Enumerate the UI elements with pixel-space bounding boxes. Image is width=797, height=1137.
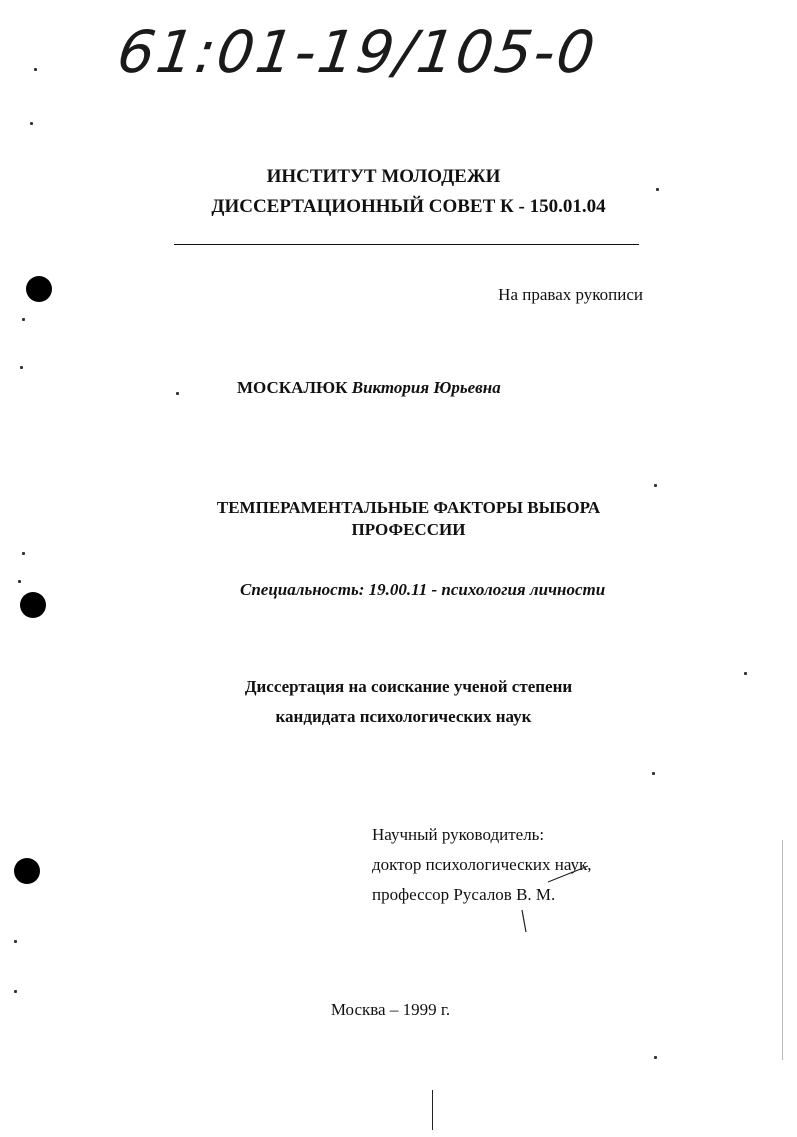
punch-hole-icon (14, 858, 40, 884)
supervisor-label: Научный руководитель: (372, 825, 545, 844)
title-line-2: ПРОФЕССИИ (351, 520, 466, 539)
scan-speck (176, 392, 179, 395)
scan-speck (14, 990, 17, 993)
dissertation-title (10, 497, 797, 541)
institute-header (0, 162, 797, 222)
scan-line (782, 840, 783, 1060)
supervisor-degree: доктор психологических наук, (372, 855, 592, 874)
header-divider (174, 244, 639, 245)
scan-speck (652, 772, 655, 775)
supervisor-name: профессор Русалов В. М. (372, 885, 556, 904)
rights-note: На правах рукописи (498, 285, 643, 304)
scan-speck (30, 122, 33, 125)
punch-hole-icon (20, 592, 46, 618)
title-line-1: ТЕМПЕРАМЕНТАЛЬНЫЕ ФАКТОРЫ ВЫБОРА (216, 498, 601, 517)
council-name: ДИССЕРТАЦИОННЫЙ СОВЕТ К - 150.01.04 (211, 196, 606, 217)
handwritten-registry-number: 61:01-19/105-0 (113, 18, 601, 86)
institute-name: ИНСТИТУТ МОЛОДЕЖИ (266, 166, 501, 187)
scan-speck (22, 552, 25, 555)
author-surname: МОСКАЛЮК (237, 378, 348, 397)
degree-statement (0, 672, 797, 732)
punch-hole-icon (26, 276, 52, 302)
scan-line (432, 1090, 433, 1130)
speciality-label: Специальность: 19.00.11 - (240, 580, 438, 599)
scan-speck (34, 68, 37, 71)
pen-stroke-2 (522, 910, 526, 932)
scan-speck (22, 318, 25, 321)
pen-marks (500, 860, 620, 950)
author-given-names: Виктория Юрьевна (351, 378, 501, 397)
scan-speck (744, 672, 747, 675)
author-name (237, 378, 501, 398)
city-year: Москва – 1999 г. (330, 1000, 451, 1019)
scan-speck (18, 580, 21, 583)
scan-speck (20, 366, 23, 369)
scan-speck (654, 1056, 657, 1059)
scan-speck (654, 484, 657, 487)
degree-line-1: Диссертация на соискание ученой степени (244, 677, 573, 696)
degree-line-2: кандидата психологических наук (275, 707, 532, 726)
scan-speck (656, 188, 659, 191)
pen-stroke-1 (548, 866, 588, 882)
speciality-field: психология личности (441, 580, 606, 599)
scan-speck (14, 940, 17, 943)
speciality (240, 580, 605, 600)
